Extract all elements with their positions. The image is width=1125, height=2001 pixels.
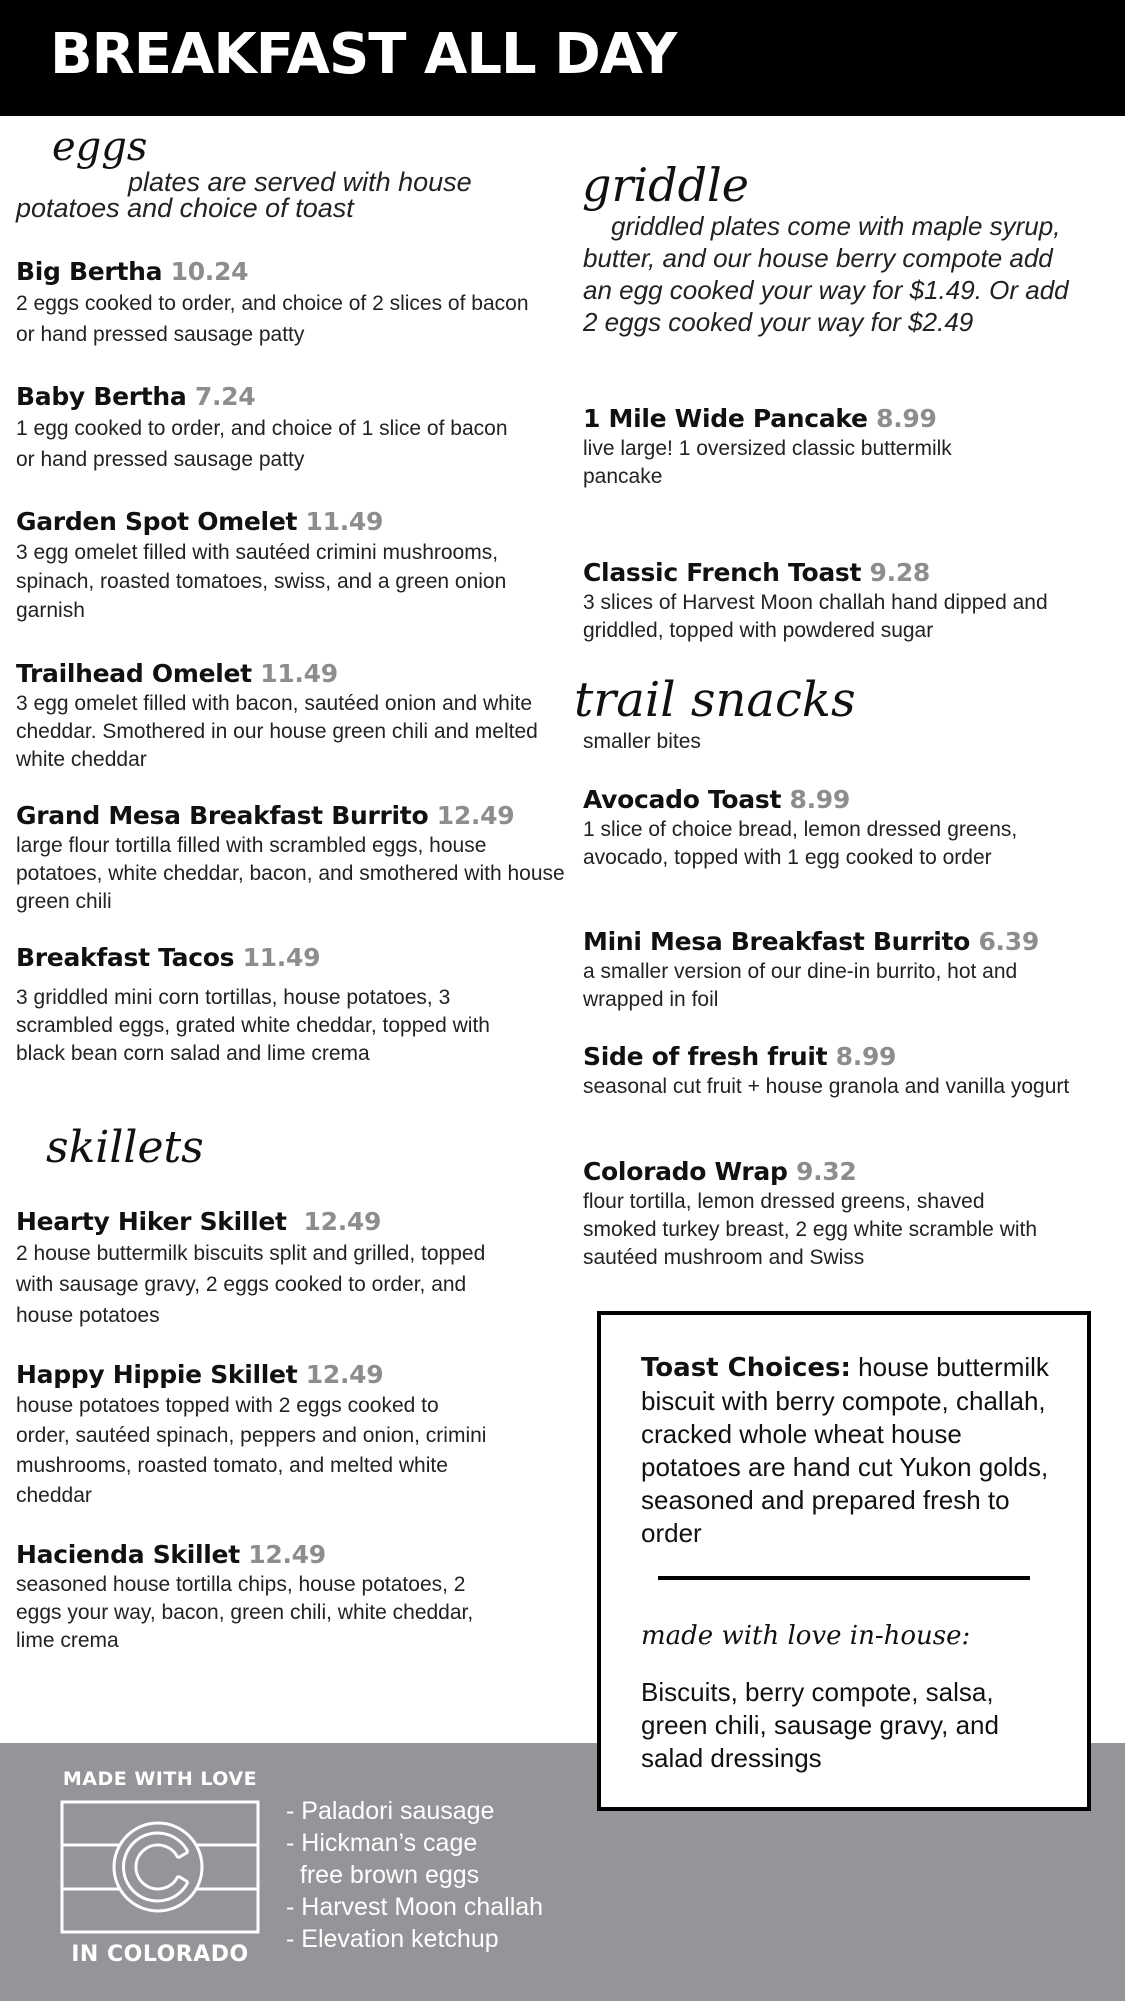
item-description: 3 egg omelet filled with bacon, sautéed onion and white cheddar. Smothered in our house green chili and melted white cheddar [16, 692, 538, 771]
item-description: flour tortilla, lemon dressed greens, shaved smoked turkey breast, 2 egg white scramble with sautéed mushroom and Swiss [583, 1190, 1038, 1269]
item-price: 9.32 [795, 1157, 857, 1186]
item-price: 9.28 [869, 558, 931, 587]
menu-item-hacienda-skillet [16, 1539, 556, 1655]
item-name: Colorado Wrap [583, 1157, 788, 1186]
item-price: 11.49 [260, 659, 338, 688]
item-name: Mini Mesa Breakfast Burrito [583, 927, 971, 956]
item-price: 11.49 [242, 943, 321, 972]
menu-item-mini-mesa-breakfast-burrito [583, 926, 1083, 1014]
item-name: Breakfast Tacos [16, 943, 235, 972]
toast-choices-label: Toast Choices: [641, 1353, 851, 1383]
menu-item-breakfast-tacos [16, 942, 556, 1068]
item-description: live large! 1 oversized classic buttermilk pancake [583, 437, 952, 488]
menu-item-colorado-wrap [583, 1156, 1083, 1272]
item-name: Garden Spot Omelet [16, 507, 298, 536]
page-header [0, 0, 1125, 116]
item-description: 3 griddled mini corn tortillas, house potatoes, 3 scrambled eggs, grated white cheddar, topped with black bean corn salad and lime crema [16, 986, 490, 1065]
item-price: 10.24 [170, 257, 249, 286]
menu-item-trailhead-omelet [16, 658, 556, 774]
menu-item-big-bertha [16, 256, 556, 350]
item-name: Happy Hippie Skillet [16, 1360, 298, 1389]
badge-bottom-text: IN COLORADO [71, 1942, 249, 1967]
item-name: Avocado Toast [583, 785, 782, 814]
item-name: Side of fresh fruit [583, 1042, 828, 1071]
menu-item-avocado-toast [583, 784, 1083, 872]
item-price: 8.99 [789, 785, 850, 814]
item-price: 7.24 [194, 382, 256, 411]
list-item: - Elevation ketchup [286, 1925, 499, 1953]
page-title: BREAKFAST ALL DAY [50, 22, 677, 87]
item-name: Hacienda Skillet [16, 1540, 240, 1569]
item-description: house potatoes topped with 2 eggs cooked to order, sautéed spinach, peppers and onion, crimini mushrooms, roasted tomato, and melted white cheddar [16, 1394, 487, 1507]
eggs-intro-line-2: potatoes and choice of toast [16, 193, 354, 223]
item-price: 12.49 [436, 801, 515, 830]
menu-item-baby-bertha [16, 381, 556, 475]
list-item: free brown eggs [286, 1861, 480, 1889]
griddle-intro: griddled plates come with maple syrup, butter, and our house berry compote add an egg cooked your way for $1.49. Or add 2 eggs cooked your way for $2.49 [583, 211, 1069, 337]
item-name: Classic French Toast [583, 558, 862, 587]
menu-item-grand-mesa-breakfast-burrito [16, 800, 565, 916]
list-item: - Hickman’s cage [286, 1829, 478, 1857]
item-description: 1 egg cooked to order, and choice of 1 slice of bacon or hand pressed sausage patty [16, 417, 508, 471]
badge-top-text: MADE WITH LOVE [62, 1768, 258, 1790]
item-description: large flour tortilla filled with scrambled eggs, house potatoes, white cheddar, bacon, and smothered with house green chili [16, 834, 565, 913]
toast-choices-body: house buttermilk biscuit with berry compote, challah, cracked whole wheat house potatoes are hand cut Yukon golds, seasoned and prepared fresh to order [641, 1352, 1049, 1548]
item-price: 11.49 [305, 507, 384, 536]
menu-item-hearty-hiker-skillet [16, 1206, 556, 1331]
menu-item-happy-hippie-skillet [16, 1359, 556, 1511]
item-price: 6.39 [978, 927, 1039, 956]
item-price: 12.49 [303, 1207, 382, 1236]
item-name: Hearty Hiker Skillet [16, 1207, 287, 1236]
local-sourcing-list [286, 1795, 543, 1955]
item-price: 12.49 [305, 1360, 384, 1389]
item-description: 3 slices of Harvest Moon challah hand dipped and griddled, topped with powdered sugar [583, 591, 1048, 642]
item-description: seasoned house tortilla chips, house potatoes, 2 eggs your way, bacon, green chili, white cheddar, lime crema [16, 1573, 474, 1652]
list-item: - Paladori sausage [286, 1797, 495, 1825]
item-name: Grand Mesa Breakfast Burrito [16, 801, 429, 830]
item-price: 8.99 [876, 404, 937, 433]
item-name: Baby Bertha [16, 382, 187, 411]
eggs-intro-line-1: plates are served with house [128, 167, 472, 197]
item-name: Trailhead Omelet [16, 659, 252, 688]
item-description: 3 egg omelet filled with sautéed crimini mushrooms, spinach, roasted tomatoes, swiss, and a green onion garnish [16, 541, 507, 622]
list-item: - Harvest Moon challah [286, 1893, 544, 1921]
skillets-heading: skillets [46, 1122, 204, 1173]
item-price: 8.99 [835, 1042, 897, 1071]
menu-item-1-mile-wide-pancake [583, 403, 1083, 491]
griddle-heading: griddle [582, 158, 749, 212]
item-description: 2 eggs cooked to order, and choice of 2 slices of bacon or hand pressed sausage patty [16, 292, 529, 346]
menu-item-side-of-fresh-fruit [583, 1041, 1083, 1101]
made-in-house-heading: made with love in-house: [641, 1621, 971, 1651]
item-description: seasonal cut fruit + house granola and vanilla yogurt [583, 1075, 1070, 1098]
colorado-flag-icon [60, 1800, 260, 1934]
eggs-heading: eggs [52, 124, 148, 170]
item-name: Big Bertha [16, 257, 163, 286]
item-description: 2 house buttermilk biscuits split and grilled, topped with sausage gravy, 2 eggs cooked to order, and house potatoes [16, 1242, 486, 1327]
made-with-love-in-colorado-badge [52, 1768, 268, 1978]
info-box [597, 1311, 1091, 1811]
item-price: 12.49 [248, 1540, 326, 1569]
item-name: 1 Mile Wide Pancake [583, 404, 868, 433]
menu-item-classic-french-toast [583, 557, 1083, 645]
item-description: a smaller version of our dine-in burrito, hot and wrapped in foil [583, 960, 1018, 1011]
trail-snacks-subheading: smaller bites [583, 730, 701, 753]
item-description: 1 slice of choice bread, lemon dressed greens, avocado, topped with 1 egg cooked to order [583, 818, 1018, 869]
made-in-house-text: Biscuits, berry compote, salsa, green chili, sausage gravy, and salad dressings [641, 1677, 999, 1773]
toast-choices-text [641, 1351, 1061, 1550]
menu-item-garden-spot-omelet [16, 506, 556, 625]
trail-snacks-heading: trail snacks [574, 672, 856, 728]
divider [658, 1576, 1030, 1580]
